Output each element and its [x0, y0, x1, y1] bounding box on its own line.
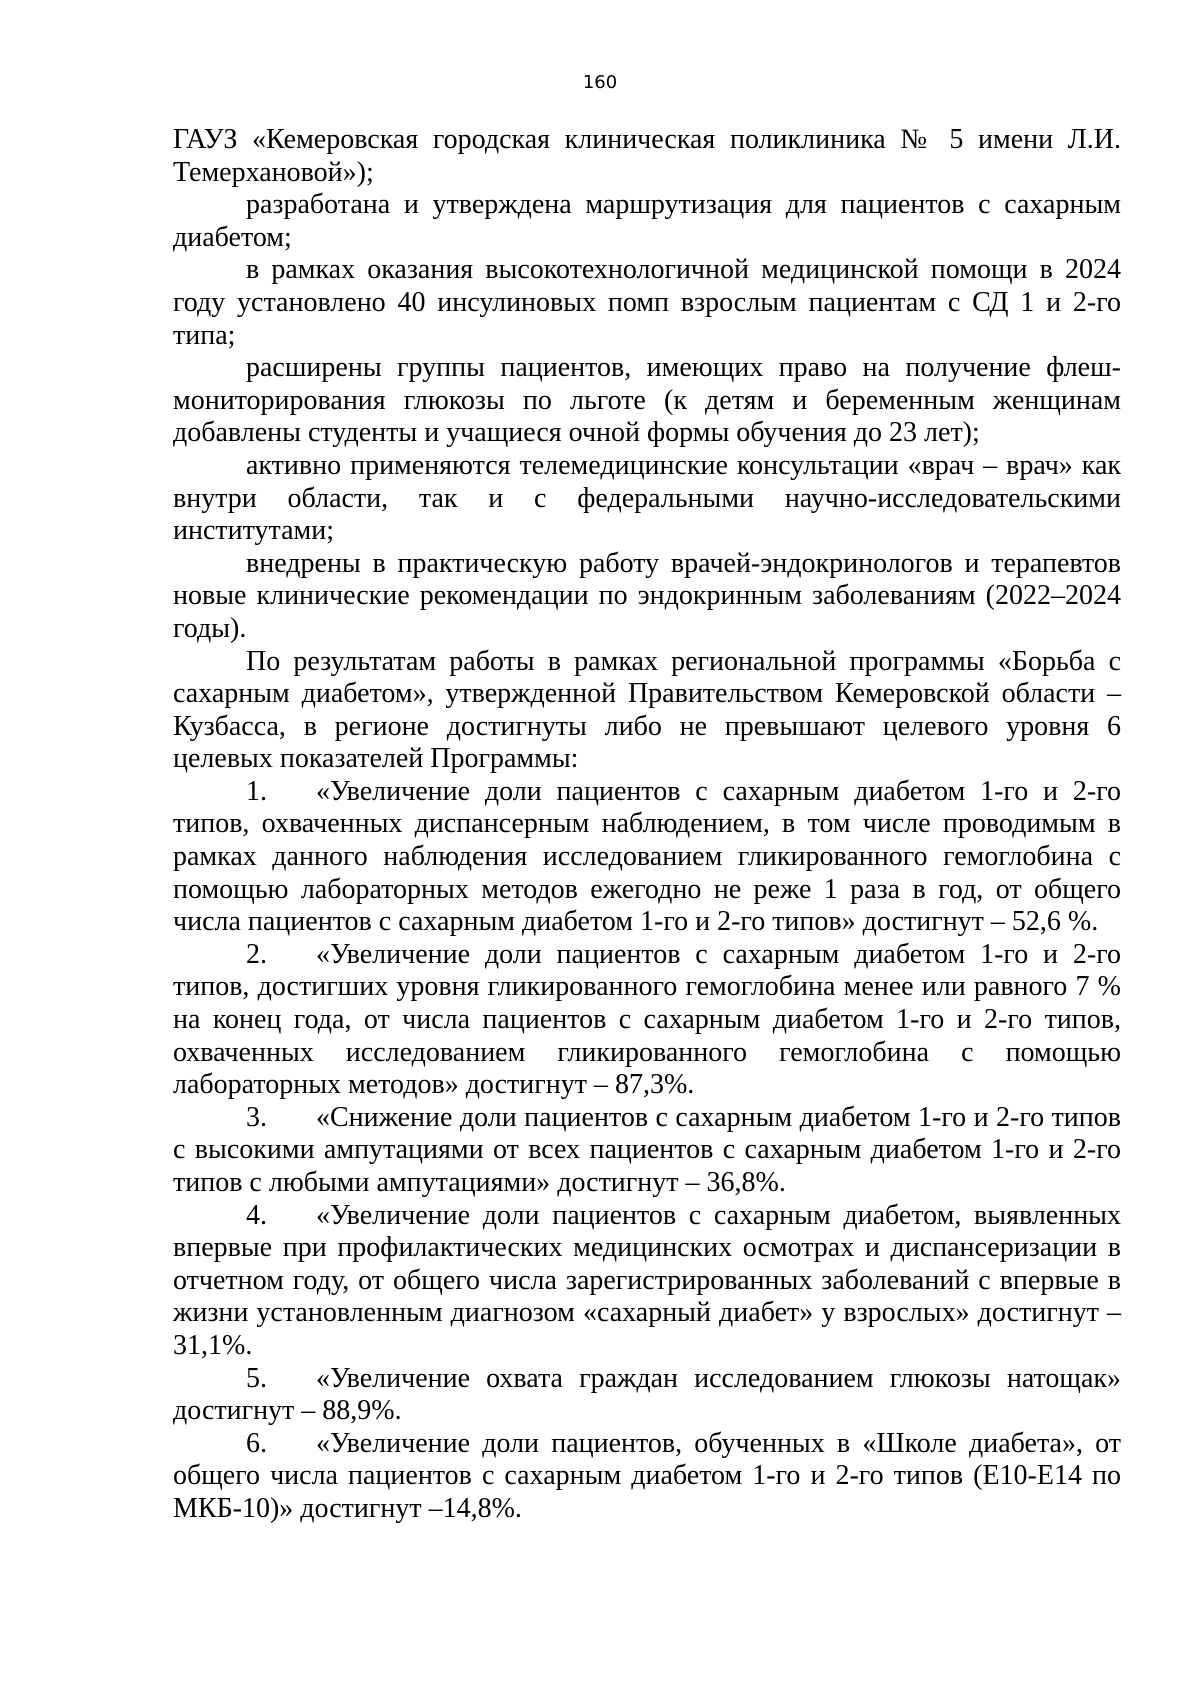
list-item — [173, 1428, 1121, 1526]
list-item-text: «Увеличение охвата граждан исследованием глюкозы натощак» достигнут – 88,9%. — [173, 1362, 1121, 1427]
list-item-number: 3. — [246, 1101, 267, 1133]
page-number: 160 — [582, 72, 618, 93]
list-item-number: 2. — [246, 938, 267, 970]
list-item — [173, 1200, 1121, 1363]
list-item-text: «Увеличение доли пациентов, обученных в «Школе диабета», от общего числа пациентов с сахарным диабетом 1-го и 2-го типов (Е10-Е14 по МКБ-10)» достигнут –14,8%. — [173, 1427, 1121, 1524]
paragraph-telemedicine: активно применяются телемедицинские консультации «врач – врач» как внутри области, так и с федеральными научно-исследовательскими институтами; — [173, 449, 1121, 547]
list-item-text: «Увеличение доли пациентов с сахарным диабетом, выявленных впервые при профилактических медицинских осмотрах и диспансеризации в отчетном году, от общего числа зарегистрированных заболеваний с впервые в жизни установленным диагнозом «сахарный диабет» у взрослых» достигнут – 31,1%. — [173, 1199, 1121, 1361]
list-item-number: 1. — [246, 775, 267, 807]
list-item — [173, 1102, 1121, 1200]
paragraph-routing: разработана и утверждена маршрутизация для пациентов с сахарным диабетом; — [173, 189, 1121, 253]
list-item-text: «Снижение доли пациентов с сахарным диабетом 1-го и 2-го типов с высокими ампутациями от всех пациентов с сахарным диабетом 1-го и 2-го типов с любыми ампутациями» достигнут – 36,8%. — [173, 1101, 1121, 1198]
list-item-text: «Увеличение доли пациентов с сахарным диабетом 1-го и 2-го типов, достигших уровня гликированного гемоглобина менее или равного 7 % на конец года, от числа пациентов с сахарным диабетом 1-го и 2-го типов, охваченных исследованием гликированного гемоглобина с помощью лабораторных методов» достигнут – 87,3%. — [173, 938, 1121, 1101]
list-item-number: 5. — [246, 1362, 267, 1394]
list-item — [173, 939, 1121, 1102]
paragraph-program-results: По результатам работы в рамках региональной программы «Борьба с сахарным диабетом», утвержденной Правительством Кемеровской области – Кузбасса, в регионе достигнуты либо не превышают целевого уровня 6 целевых показателей Программы: — [173, 645, 1121, 775]
list-item-number: 4. — [246, 1199, 267, 1231]
paragraph-insulin-pumps: в рамках оказания высокотехнологичной медицинской помощи в 2024 году установлено 40 инсулиновых помп взрослым пациентам с СД 1 и 2-го типа; — [173, 254, 1121, 351]
paragraph-flash-monitoring: расширены группы пациентов, имеющих право на получение флеш-мониторирования глюкозы по льготе (к детям и беременным женщинам добавлены студенты и учащиеся очной формы обучения до 23 лет); — [173, 352, 1121, 449]
paragraph-clinical-guidelines: внедрены в практическую работу врачей-эндокринологов и терапевтов новые клинические рекомендации по эндокринным заболеваниям (2022–2024 годы). — [173, 547, 1121, 644]
document-body — [173, 124, 1121, 1526]
list-item-text: «Увеличение доли пациентов с сахарным диабетом 1-го и 2-го типов, охваченных диспансерным наблюдением, в том числе проводимым в рамках данного наблюдения исследованием гликированного гемоглобина с помощью лабораторных методов ежегодно не реже 1 раза в год, от общего числа пациентов с сахарным диабетом 1-го и 2-го типов» достигнут – 52,6 %. — [173, 775, 1121, 938]
list-item — [173, 776, 1121, 939]
list-item — [173, 1363, 1121, 1428]
paragraph-institution: ГАУЗ «Кемеровская городская клиническая поликлиника № 5 имени Л.И. Темерхановой»); — [173, 124, 1121, 188]
list-item-number: 6. — [246, 1427, 267, 1459]
